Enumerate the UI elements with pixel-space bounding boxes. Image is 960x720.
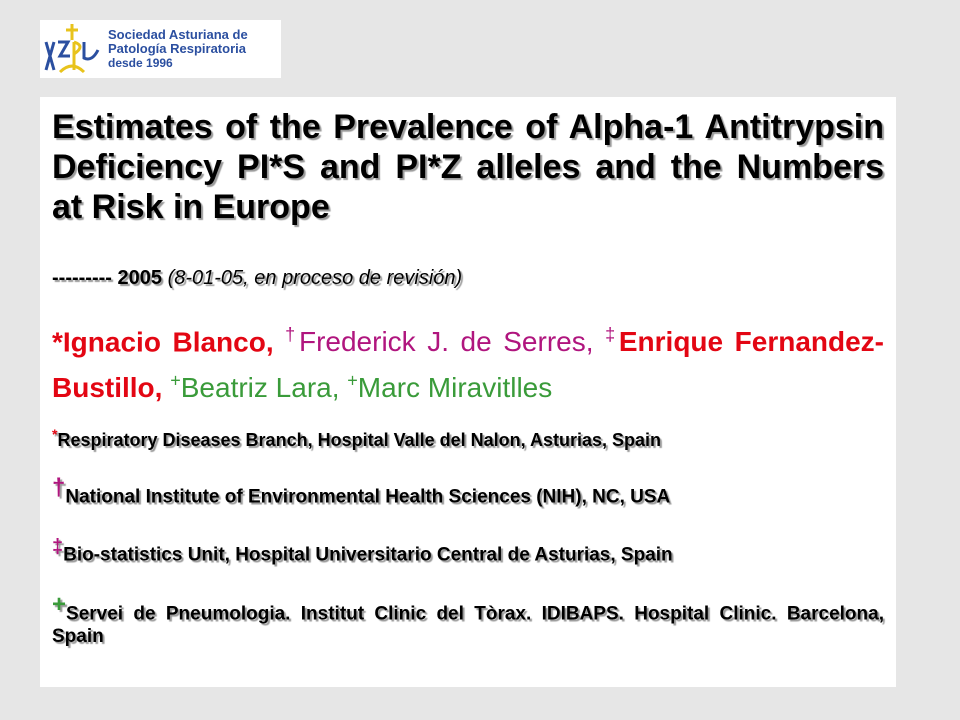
author-5	[347, 372, 552, 403]
affiliation-4	[52, 591, 884, 647]
logo-line-1: Sociedad Asturiana de	[108, 27, 248, 42]
author-1-mark: *	[52, 326, 63, 358]
author-4	[170, 372, 339, 403]
affiliation-2-mark: †	[52, 473, 66, 501]
author-4-name: Beatriz Lara,	[180, 371, 340, 403]
author-2	[285, 326, 593, 357]
slide-content-panel	[40, 97, 896, 687]
author-1	[52, 326, 274, 357]
logo-line-3: desde 1996	[108, 56, 173, 70]
affiliation-4-mark: +	[52, 591, 67, 619]
society-logo	[40, 20, 281, 78]
affiliation-3	[52, 536, 884, 566]
logo-line-2: Patología Respiratoria	[108, 41, 246, 56]
affiliation-2-text: National Institute of Environmental Health Sciences (NIH), NC, USA	[65, 485, 671, 507]
author-4-mark: +	[170, 370, 181, 391]
author-3-mark: ‡	[605, 325, 619, 345]
affiliation-3-text: Bio-statistics Unit, Hospital Universitario Central de Asturias, Spain	[63, 544, 673, 566]
dateline-note: (8-01-05, en proceso de revisión)	[167, 267, 463, 289]
author-5-name: Marc Miravitlles	[357, 371, 553, 403]
affiliation-4-text: Servei de Pneumologia. Institut Clinic del Tòrax. IDIBAPS. Hospital Clinic. Barcelona, Spain	[52, 603, 884, 647]
dateline	[52, 267, 884, 290]
author-3-name: Enrique Fernandez-Bustillo,	[52, 326, 885, 403]
astur-logo-icon	[40, 20, 104, 78]
dateline-year: --------- 2005	[52, 267, 162, 289]
author-5-mark: +	[347, 370, 358, 391]
author-2-mark: †	[285, 325, 299, 345]
slide-title: Estimates of the Prevalence of Alpha-1 Antitrypsin Deficiency PI*S and PI*Z alleles and the Numbers at Risk in Europe	[52, 108, 884, 226]
affiliation-1-mark: *	[52, 425, 58, 442]
logo-text	[108, 28, 248, 70]
author-2-name: Frederick J. de Serres,	[298, 326, 594, 358]
affiliation-1	[52, 423, 884, 451]
author-1-name: Ignacio Blanco,	[62, 326, 274, 358]
affiliation-1-text: Respiratory Diseases Branch, Hospital Valle del Nalon, Asturias, Spain	[57, 429, 661, 450]
affiliation-3-mark: ‡	[52, 535, 64, 558]
affiliation-2	[52, 473, 884, 508]
author-list	[52, 316, 884, 407]
